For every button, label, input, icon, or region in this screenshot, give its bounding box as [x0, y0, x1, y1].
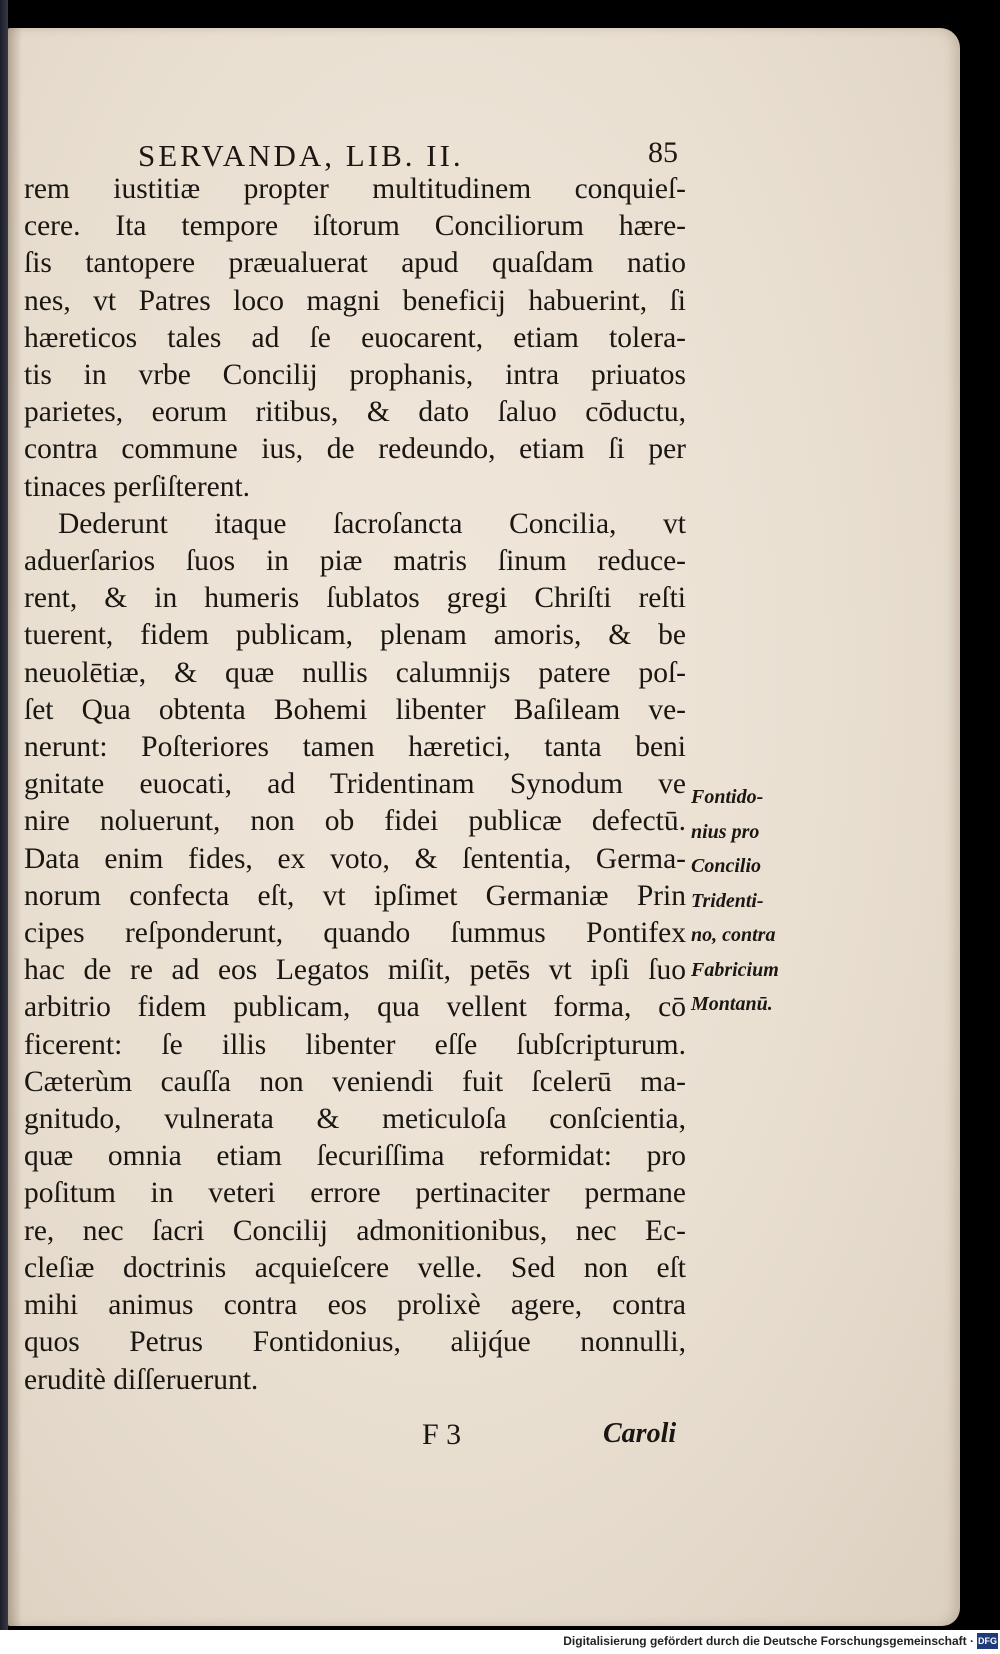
text-line: aduerſarios ſuos in piæ matris ſinum reduce-: [24, 545, 686, 578]
text-line: parietes, eorum ritibus, & dato ſaluo cōductu,: [24, 396, 686, 429]
credit-bar: [0, 1630, 1000, 1654]
margin-note-line: Concilio: [691, 855, 762, 877]
text-line: cleſiæ doctrinis acquieſcere velle. Sed non eſt: [24, 1251, 686, 1284]
text-line: tis in vrbe Concilij prophanis, intra priuatos: [24, 359, 686, 392]
text-line: tinaces perſiſterent.: [24, 470, 251, 503]
text-line: nire noluerunt, non ob fidei publicæ defectū.: [24, 805, 686, 838]
text-line: poſitum in veteri errore pertinaciter permane: [24, 1177, 686, 1210]
text-line: arbitrio fidem publicam, qua vellent forma, cō: [24, 991, 686, 1024]
text-line: Cæterùm cauſſa non veniendi fuit ſcelerū ma-: [24, 1065, 686, 1098]
text-line: hac de re ad eos Legatos miſit, petēs vt ipſi ſuo: [24, 954, 686, 987]
text-line: nes, vt Patres loco magni beneficij habuerint, ſi: [24, 284, 686, 317]
text-line: gnitudo, vulnerata & meticuloſa conſcientia,: [24, 1103, 686, 1136]
gutter-shadow: [8, 28, 22, 1626]
text-line: cipes reſponderunt, quando ſummus Pontifex: [24, 917, 686, 950]
text-line: quos Petrus Fontidonius, alijq́ue nonnulli,: [24, 1326, 686, 1359]
scan-edge: [0, 0, 8, 1630]
text-line: contra commune ius, de redeundo, etiam ſi per: [24, 433, 686, 466]
text-line: neuolētiæ, & quæ nullis calumnijs patere poſ-: [24, 656, 686, 689]
signature-mark: F 3: [422, 1418, 462, 1451]
margin-note-line: Fontido-: [691, 786, 764, 808]
page-footer: [418, 1418, 698, 1458]
text-line: ſis tantopere præualuerat apud quaſdam natio: [24, 247, 686, 280]
catchword: Caroli: [603, 1418, 677, 1449]
book-page: [8, 28, 960, 1626]
body-text: [24, 171, 686, 1399]
dfg-logo-icon: DFG: [977, 1633, 998, 1649]
text-line: eruditè diſſeruerunt.: [24, 1363, 259, 1396]
paragraph-start-line: Dederunt itaque ſacroſancta Concilia, vt: [58, 507, 686, 540]
text-line: nerunt: Poſteriores tamen hæretici, tanta beni: [24, 731, 686, 764]
text-line: ficerent: ſe illis libenter eſſe ſubſcripturum.: [24, 1028, 686, 1061]
text-line: quæ omnia etiam ſecuriſſima reformidat: pro: [24, 1140, 686, 1173]
text-line: norum confecta eſt, vt ipſimet Germaniæ Prin: [24, 879, 686, 912]
margin-note-line: Fabricium: [691, 958, 779, 981]
text-line: rem iustitiæ propter multitudinem conquieſ-: [24, 173, 686, 205]
text-line: rent, & in humeris ſublatos gregi Chriſti reſti: [24, 582, 686, 615]
text-line: tuerent, fidem publicam, plenam amoris, & be: [24, 619, 686, 652]
text-line: mihi animus contra eos prolixè agere, contra: [24, 1289, 686, 1322]
funding-credit: Digitalisierung gefördert durch die Deutsche Forschungsgemeinschaft ·: [563, 1634, 974, 1648]
text-line: gnitate euocati, ad Tridentinam Synodum ve: [24, 768, 686, 801]
margin-note-line: Montanū.: [691, 993, 773, 1015]
text-line: Data enim fides, ex voto, & ſententia, Germa-: [24, 842, 686, 875]
margin-note-line: nius pro: [691, 820, 760, 843]
margin-note-line: no, contra: [691, 924, 776, 946]
text-line: hæreticos tales ad ſe euocarent, etiam tolera-: [24, 321, 686, 354]
margin-note: [691, 780, 821, 1022]
margin-note-line: Tridenti-: [691, 889, 764, 912]
text-line: cere. Ita tempore iſtorum Conciliorum hære-: [24, 210, 686, 243]
running-title: SERVANDA, LIB. II.: [138, 138, 464, 173]
text-line: ſet Qua obtenta Bohemi libenter Baſileam ve-: [24, 693, 686, 726]
text-line: re, nec ſacri Concilij admonitionibus, nec Ec-: [24, 1214, 686, 1247]
page-number: 85: [648, 136, 678, 169]
